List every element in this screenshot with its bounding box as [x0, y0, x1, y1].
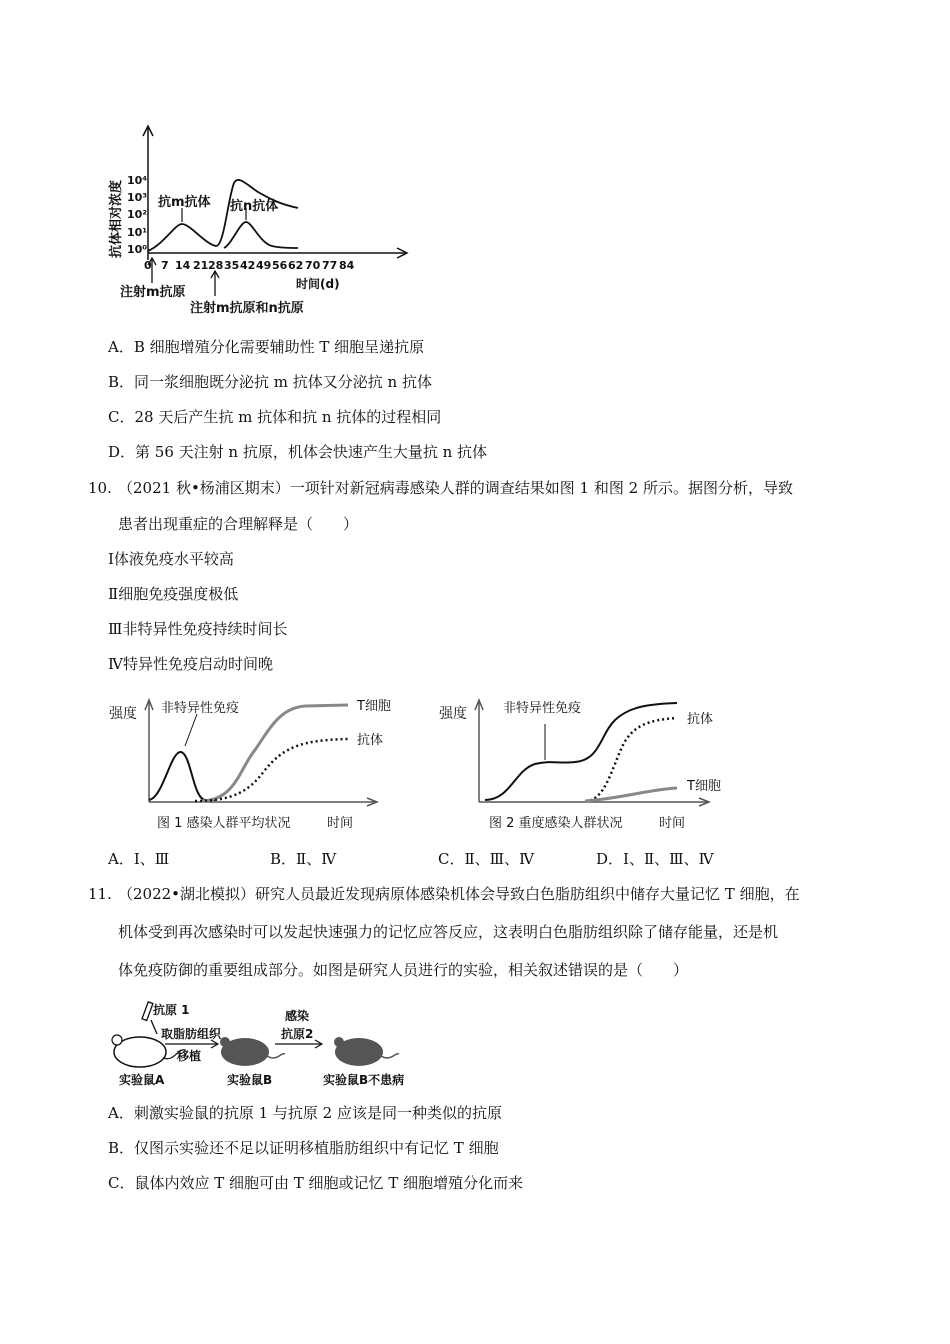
- q11-option-b: B．仅图示实验还不足以证明移植脂肪组织中有记忆 T 细胞: [108, 1139, 499, 1157]
- q10-option-d: D．Ⅰ、Ⅱ、Ⅲ、Ⅳ: [596, 850, 714, 868]
- xtick: 49: [256, 259, 272, 272]
- mouse-b-label: 实验鼠B: [227, 1073, 273, 1087]
- q10-item-4: Ⅳ特异性免疫启动时间晚: [108, 655, 273, 673]
- figure-1-average: [105, 690, 415, 840]
- peak-label: 非特异性免疫: [503, 701, 582, 716]
- xtick: 42: [240, 259, 256, 272]
- step1-label-b: 移植: [177, 1049, 202, 1063]
- label-anti-m: 抗m抗体: [158, 195, 211, 210]
- q11-stem-line2: 机体受到再次感染时可以发起快速强力的记忆应答反应，这表明白色脂肪组织除了储存能量，还是机: [118, 923, 779, 941]
- q10-item-1: Ⅰ体液免疫水平较高: [108, 550, 234, 568]
- xtick: 70: [305, 259, 321, 272]
- antigen1-label: 抗原 1: [153, 1003, 190, 1017]
- q11-option-a: A．刺激实验鼠的抗原 1 与抗原 2 应该是同一种类似的抗原: [108, 1104, 502, 1122]
- antibody-label: 抗体: [687, 712, 714, 727]
- step2-label-b: 抗原2: [281, 1027, 314, 1041]
- antibody-concentration-chart: [100, 118, 430, 328]
- arrow-label-mn: 注射m抗原和n抗原: [190, 301, 304, 316]
- xtick: 62: [288, 259, 304, 272]
- x-axis-label: 时间: [659, 816, 686, 831]
- xtick: 56: [272, 259, 288, 272]
- ytick: 10¹: [127, 226, 148, 239]
- xtick: 77: [322, 259, 338, 272]
- peak-label: 非特异性免疫: [161, 701, 240, 716]
- axes: [143, 126, 407, 260]
- q9-option-a: A．B 细胞增殖分化需要辅助性 T 细胞呈递抗原: [108, 338, 425, 356]
- nonspecific-curve: [149, 752, 215, 800]
- q10-option-b: B．Ⅱ、Ⅳ: [270, 850, 337, 868]
- xtick: 21: [193, 259, 209, 272]
- q11-number: 11.: [88, 885, 112, 903]
- y-axis-label: 强度: [109, 706, 137, 722]
- q10-option-a: A．Ⅰ、Ⅲ: [108, 850, 170, 868]
- q10-item-3: Ⅲ非特异性免疫持续时间长: [108, 620, 288, 638]
- q9-option-d: D．第 56 天注射 n 抗原，机体会快速产生大量抗 n 抗体: [108, 443, 488, 461]
- step1-label-a: 取脂肪组织: [161, 1027, 222, 1041]
- x-axis-label: 时间(d): [296, 277, 340, 291]
- xtick: 0: [144, 259, 152, 272]
- ytick: 10⁴: [127, 174, 148, 187]
- xtick: 84: [339, 259, 355, 272]
- label-anti-n: 抗n抗体: [230, 199, 279, 214]
- mouse-c-icon: [334, 1037, 399, 1066]
- xtick: 28: [208, 259, 224, 272]
- mouse-a-label: 实验鼠A: [119, 1073, 165, 1087]
- t-cell-label: T细胞: [687, 779, 721, 794]
- q11-stem-line3: 体免疫防御的重要组成部分。如图是研究人员进行的实验，相关叙述错误的是（ ）: [118, 961, 689, 979]
- t-cell-label: T细胞: [357, 699, 391, 714]
- ytick: 10³: [127, 191, 148, 204]
- arrow-label-m: 注射m抗原: [120, 285, 186, 300]
- q9-option-b: B．同一浆细胞既分泌抗 m 抗体又分泌抗 n 抗体: [108, 373, 432, 391]
- step2-label-a: 感染: [285, 1009, 310, 1023]
- ytick: 10⁰: [127, 243, 148, 256]
- q10-option-c: C．Ⅱ、Ⅲ、Ⅳ: [438, 850, 535, 868]
- mouse-b-icon: [220, 1037, 285, 1066]
- q10-stem-line2: 患者出现重症的合理解释是（ ）: [118, 515, 359, 533]
- xtick: 35: [224, 259, 240, 272]
- caption: 图 1 感染人群平均状况: [157, 816, 291, 831]
- mouse-c-label: 实验鼠B不患病: [323, 1073, 405, 1087]
- figure-2-severe: [435, 690, 745, 840]
- x-ticks: [144, 259, 355, 272]
- t-cell-curve: [201, 705, 348, 801]
- y-axis-label: 强度: [439, 706, 467, 722]
- ytick: 10²: [127, 208, 148, 221]
- q9-option-c: C．28 天后产生抗 m 抗体和抗 n 抗体的过程相同: [108, 408, 442, 426]
- mouse-experiment-figure: [105, 1000, 425, 1090]
- caption: 图 2 重度感染人群状况: [489, 816, 623, 831]
- antibody-curve: [195, 739, 348, 801]
- xtick: 14: [175, 259, 191, 272]
- q10-stem-line1: （2021 秋•杨浦区期末）一项针对新冠病毒感染人群的调查结果如图 1 和图 2 所示。据图分析，导致: [118, 479, 793, 497]
- nonspecific-curve: [485, 703, 677, 800]
- q10-number: 10.: [88, 479, 112, 497]
- antibody-label: 抗体: [357, 733, 384, 748]
- q11-option-c: C．鼠体内效应 T 细胞可由 T 细胞或记忆 T 细胞增殖分化而来: [108, 1174, 524, 1192]
- xtick: 7: [161, 259, 169, 272]
- y-axis-label: 抗体相对浓度: [109, 179, 124, 258]
- q11-stem-line1: （2022•湖北模拟）研究人员最近发现病原体感染机体会导致白色脂肪组织中储存大量记忆 T 细胞，在: [118, 885, 800, 903]
- curves: [148, 180, 298, 251]
- q10-item-2: Ⅱ细胞免疫强度极低: [108, 585, 239, 603]
- x-axis-label: 时间: [327, 816, 354, 831]
